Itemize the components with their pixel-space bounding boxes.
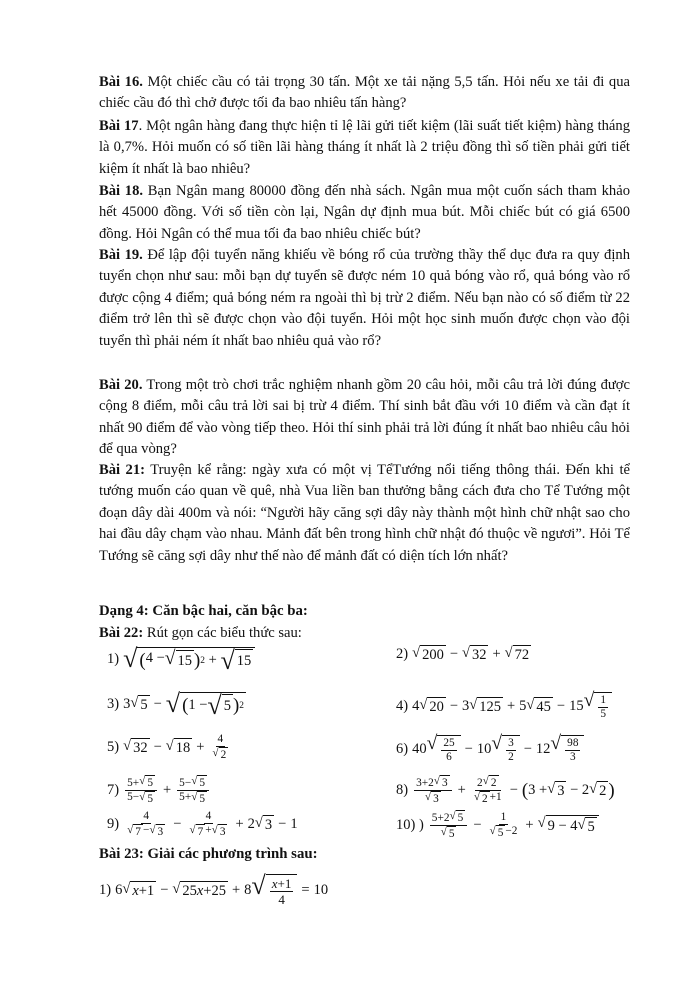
problem-19 [99,245,630,352]
problem-23-heading: Bài 23: Giải các phương trình sau: [99,846,318,862]
expression-number: 7) [107,782,120,798]
expression-number: 8) [396,782,409,798]
problem-label: Bài 20. [99,377,143,393]
problem-label: Bài 22: [99,625,144,641]
expression-number: 5) [107,739,120,755]
problem-22 [99,623,630,644]
problem-18 [99,181,630,245]
expression-10: 10) ) 5+2 √ 5 √ 5 − 1 √ 5 −2 + √ 9 − 4 √ 5 [396,810,599,841]
problem-label: Bài 21: [99,462,146,478]
expression-number: 1) [99,882,112,898]
problem-label: Bài 16. [99,74,143,90]
expression-6: 6) 40 √ $\frac{25}{6}$ − 10 √ $\frac{3}{2}$ − 12 √ $\frac{98}{3}$ [396,735,584,764]
expression-5: 5) √ 32 − √ 18 + 4 √ 2 [107,733,227,761]
expression-1: 1) √ ( 4 − √ 15 ) 2 + √ 15 [107,647,255,672]
expression-number: 2) [396,646,409,662]
problem-text: Bạn Ngân mang 80000 đồng đến nhà sách. Ngân mua một cuốn sách tham khảo hết 45000 đồng. Với số tiền còn lại, Ngân dự định mua bút. Mỗi chiếc bút có giá 6500 đồng. Hỏi Ngân có thể mua tối đa bao nhiêu chiếc bút? [99,183,630,242]
expression-number: 1) [107,651,120,668]
problem-text: Một chiếc cầu có tải trọng 30 tấn. Một xe tải nặng 5,5 tấn. Hỏi nếu xe tải đi qua chiếc cầu đó thì chở được tối đa bao nhiêu tấn hàng? [99,74,631,112]
problem-label: Bài 18. [99,183,144,199]
problem-label: Bài 19. [99,247,143,263]
expression-number: 6) [396,741,409,757]
expression-4: 4) 4 √ 20 − 3 √ 125 + 5 √ 45 − 15 √ $\frac{1}{5}$ [396,692,612,721]
problem-text: Rút gọn các biểu thức sau: [143,625,302,641]
problem-text: Trong một trò chơi trắc nghiệm nhanh gồm 20 câu hỏi, mỗi câu trả lời đúng được cộng 8 điểm, mỗi câu trả lời sai bị trừ 4 điểm. Thí sinh bắt đầu với 10 điểm và cần đạt ít nhất 90 điểm để vào vòng tiếp theo. Hỏi thí sinh phải trả lời đúng ít nhất bao nhiêu câu hỏi để qua vòng? [99,377,631,458]
problem-label: Bài 17 [99,118,139,134]
expression-number: 9) [107,816,120,832]
problem-20 [99,375,630,461]
expression-7: 7) 5+ √ 5 5− √ 5 + 5− √ 5 5+ √ 5 [107,775,211,806]
expression-number: 4) [396,698,409,714]
problem-21 [99,460,630,567]
expression-number: 10) ) [396,817,424,833]
section-heading-dang4: Dạng 4: Căn bậc hai, căn bậc ba: [99,603,308,619]
expression-9: 9) 4 √ 7 − √ 3 − 4 √ 7 + √ 3 + 2 √ 3 − 1 [107,810,298,838]
problem-17 [99,116,630,180]
problem-text: Để lập đội tuyển năng khiếu về bóng rổ của trường thầy thể dục đưa ra quy định tuyển chọn như sau: mỗi bạn dự tuyển sẽ được ném 10 quả bóng vào rổ, quả bóng vào rổ được cộng 4 điểm; quả bóng ném ra ngoài thì bị trừ 2 điểm. Nếu bạn nào có số điểm từ 22 điểm trở lên thì sẽ được chọn vào đội tuyển. Hỏi một học sinh muốn được chọn vào đội tuyển thì phải ném ít nhất bao nhiêu quả vào rổ? [99,247,630,349]
expression-2: 2) √ 200 − √ 32 + √ 72 [396,645,530,663]
expression-8: 8) 3+2 √ 3 √ 3 + 2 √ 2 √ 2 +1 − ( 3 + √ 3 − 2 √ 2 ) [396,775,615,805]
equation-23-1: 1) 6 √ x +1 − √ 25 x +25 + 8 √ x +1 4 = 10 [99,871,329,907]
expression-number: 3) [107,696,120,713]
expression-3: 3) 3 √ 5 − √ ( 1 − √ 5 ) 2 [107,689,244,720]
problem-text: Truyện kể rằng: ngày xưa có một vị TểTướng nổi tiếng thông thái. Đến khi tể tướng muốn cáo quan về quê, nhà Vua liền ban thưởng bằng cách đưa cho Tể Tướng một đoạn dây dài 400m và nói: “Người hãy căng sợi dây này thành một hình chữ nhật sao cho hai đầu dây chạm vào nhau. Mảnh đất bên trong hình chữ nhật đó thuộc về ngươi”. Hỏi Tể Tướng sẽ căng sợi dây như thế nào để mảnh đất có diện tích lớn nhất? [99,462,630,564]
problem-text: . Một ngân hàng đang thực hiện tỉ lệ lãi gửi tiết kiệm (lãi suất tiết kiệm) hàng tháng là 0,7%. Hỏi muốn có số tiền lãi hàng tháng ít nhất là 2 triệu đồng thì số tiền phải gửi tiết kiệm ít nhất là bao nhiêu? [99,118,630,177]
problem-16 [99,72,630,115]
